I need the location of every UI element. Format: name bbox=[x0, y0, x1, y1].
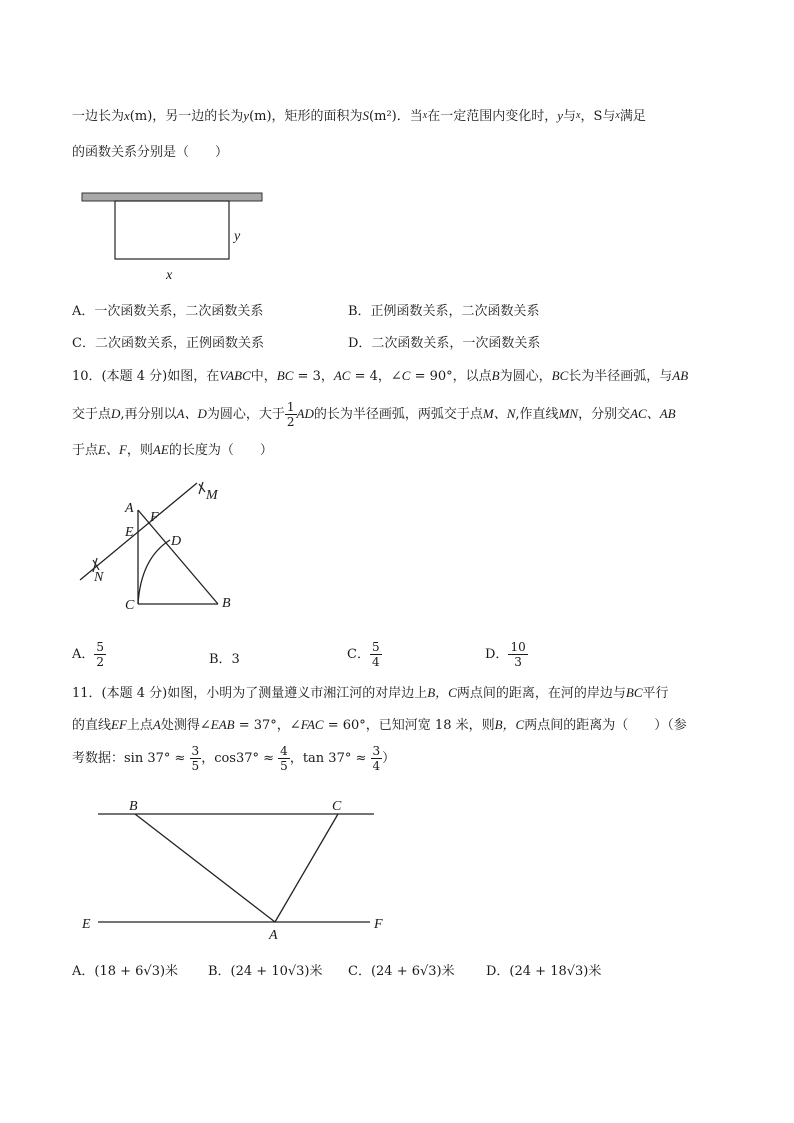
q9-text: ，S与 bbox=[580, 109, 616, 124]
q11-var: A bbox=[152, 717, 161, 732]
q10-half-fraction bbox=[285, 400, 297, 429]
q11-text: 11．(本题 4 分)如图，小明为了测量遵义市湘江河的对岸边上 bbox=[72, 686, 428, 701]
q11-option-c[interactable]: C．(24 + 6√3)米 bbox=[348, 964, 455, 979]
q9-text: 在一定范围内变化时， bbox=[427, 109, 558, 124]
q10-var: C bbox=[401, 368, 411, 383]
q9-var: x bbox=[422, 110, 428, 121]
q11-text: ，tan 37° ≈ bbox=[289, 751, 371, 766]
q9-var: x bbox=[124, 108, 130, 123]
label-f: F bbox=[374, 917, 383, 932]
q10-line-3 bbox=[72, 440, 273, 461]
option-fraction bbox=[508, 640, 527, 669]
q9-var: x bbox=[615, 110, 620, 121]
label-b: B bbox=[129, 799, 138, 814]
fraction-denominator: 4 bbox=[371, 655, 380, 669]
q9-text: 一边长为 bbox=[72, 109, 125, 124]
label-e: E bbox=[82, 917, 91, 932]
q10-triangle-figure bbox=[75, 478, 245, 618]
q9-text: (m²)．当 bbox=[369, 109, 423, 124]
option-prefix: A． bbox=[72, 647, 95, 662]
q10-text: 长为半径画弧，与 bbox=[568, 369, 673, 384]
q10-text: 为圆心，大于 bbox=[206, 407, 285, 422]
q11-text: 的直线 bbox=[72, 718, 112, 733]
q11-text: = 37°，∠ bbox=[234, 718, 301, 733]
q10-text: = 90°，以点 bbox=[410, 369, 492, 384]
q10-text: 中， bbox=[250, 369, 277, 384]
q10-var: M、N bbox=[482, 406, 516, 421]
q10-text: = 3， bbox=[293, 369, 334, 384]
q10-option-d[interactable] bbox=[485, 640, 528, 669]
q9-var: y bbox=[243, 108, 250, 123]
option-fraction bbox=[94, 640, 106, 669]
q11-river-figure bbox=[78, 795, 398, 945]
q11-option-b[interactable]: B．(24 + 10√3)米 bbox=[208, 964, 323, 979]
q11-var: BC bbox=[625, 685, 643, 700]
q11-text: 两点间的距离为（ ）（参 bbox=[524, 718, 687, 733]
q11-text: ，cos37° ≈ bbox=[201, 751, 279, 766]
q10-line-2 bbox=[72, 400, 676, 429]
arc-mark-m bbox=[199, 482, 205, 494]
q9-var: x bbox=[576, 110, 581, 121]
label-c: C bbox=[125, 598, 135, 613]
segment-ac bbox=[275, 814, 338, 922]
fraction-numerator: 5 bbox=[371, 640, 380, 654]
option-fraction bbox=[370, 640, 382, 669]
q11-text: ） bbox=[382, 751, 396, 766]
q10-text: 10．(本题 4 分)如图，在 bbox=[72, 369, 220, 384]
q10-var: MN bbox=[558, 406, 579, 421]
wall-bar bbox=[82, 193, 262, 201]
fraction-denominator: 5 bbox=[191, 759, 200, 773]
q9-text: (m)，矩形的面积为 bbox=[249, 109, 363, 124]
q11-line-2 bbox=[72, 715, 687, 736]
q10-var: BC bbox=[276, 368, 294, 383]
fraction-denominator: 4 bbox=[372, 759, 381, 773]
q11-line-3 bbox=[72, 744, 395, 773]
q10-text: ,再分别以 bbox=[120, 407, 177, 422]
q9-text: 满足 bbox=[619, 109, 646, 124]
q9-var: S bbox=[362, 108, 370, 123]
q10-text: 交于点 bbox=[72, 407, 112, 422]
option-prefix: D． bbox=[485, 647, 509, 662]
q10-var: AC、AB bbox=[630, 406, 676, 421]
q10-var: D bbox=[111, 406, 121, 421]
arc-bc bbox=[138, 540, 170, 604]
q10-var: AE bbox=[152, 442, 169, 457]
q10-var: AB bbox=[672, 368, 689, 383]
q9-text: 与 bbox=[562, 109, 576, 124]
q10-var: AC bbox=[333, 368, 351, 383]
q9-option-a[interactable]: A．一次函数关系，二次函数关系 bbox=[72, 304, 264, 319]
q9-line-2: 的函数关系分别是（ ） bbox=[72, 145, 229, 160]
q10-text: ，分别交 bbox=[578, 407, 631, 422]
q10-text: ,作直线 bbox=[515, 407, 559, 422]
q11-var: B，C bbox=[427, 685, 457, 700]
fraction-denominator: 2 bbox=[96, 655, 105, 669]
q11-line-1 bbox=[72, 683, 669, 704]
q11-text: 考数据：sin 37° ≈ bbox=[72, 751, 190, 766]
q10-option-b[interactable] bbox=[209, 648, 240, 667]
q10-line-1 bbox=[72, 366, 688, 387]
option-prefix: C． bbox=[347, 647, 370, 662]
label-m: M bbox=[206, 488, 218, 503]
fraction-denominator: 2 bbox=[286, 415, 295, 429]
label-x: x bbox=[166, 268, 173, 283]
q10-text: 于点 bbox=[72, 443, 99, 458]
q10-var: B bbox=[491, 368, 500, 383]
fraction-numerator: 10 bbox=[510, 640, 526, 654]
q10-text: = 4，∠ bbox=[350, 369, 402, 384]
q11-text: 上点 bbox=[126, 718, 153, 733]
label-y: y bbox=[234, 229, 241, 244]
fraction-numerator: 3 bbox=[372, 744, 381, 758]
q9-line-1 bbox=[72, 106, 646, 127]
fraction-numerator: 3 bbox=[191, 744, 200, 758]
label-c: C bbox=[332, 799, 342, 814]
q10-var: BC bbox=[551, 368, 569, 383]
q10-option-a[interactable] bbox=[72, 640, 106, 669]
fraction-numerator: 5 bbox=[96, 640, 105, 654]
q9-text: (m)，另一边的长为 bbox=[129, 109, 244, 124]
q11-var: EF bbox=[111, 717, 127, 732]
q9-var: y bbox=[557, 108, 563, 123]
q10-text: ，则 bbox=[126, 443, 153, 458]
q10-option-c[interactable] bbox=[347, 640, 382, 669]
label-d: D bbox=[171, 534, 182, 549]
q9-option-c[interactable]: C．二次函数关系，正例函数关系 bbox=[72, 336, 264, 351]
q11-text: 处测得∠ bbox=[160, 718, 211, 733]
q10-var: VABC bbox=[219, 368, 251, 383]
q11-var: FAC bbox=[300, 717, 324, 732]
q9-option-b[interactable]: B．正例函数关系，二次函数关系 bbox=[348, 304, 540, 319]
q10-text: 为圆心， bbox=[499, 369, 552, 384]
label-a: A bbox=[125, 501, 134, 516]
q10-var: AD bbox=[296, 406, 314, 421]
q9-rectangle-figure bbox=[70, 185, 280, 285]
tan-fraction bbox=[371, 744, 383, 773]
q11-var: B，C bbox=[494, 717, 525, 732]
sin-fraction bbox=[190, 744, 202, 773]
fraction-numerator: 4 bbox=[280, 744, 288, 758]
q9-option-d[interactable]: D．二次函数关系，一次函数关系 bbox=[348, 336, 541, 351]
q11-option-a[interactable]: A．(18 + 6√3)米 bbox=[72, 964, 179, 979]
rectangle bbox=[115, 201, 229, 259]
fraction-denominator: 5 bbox=[280, 759, 288, 773]
q11-text: = 60°，已知河宽 18 米，则 bbox=[323, 718, 495, 733]
q11-var: EAB bbox=[210, 717, 235, 732]
cos-fraction bbox=[278, 744, 290, 773]
q11-text: 平行 bbox=[642, 686, 669, 701]
q11-option-d[interactable]: D．(24 + 18√3)米 bbox=[486, 964, 602, 979]
segment-ab bbox=[135, 814, 275, 922]
fraction-denominator: 3 bbox=[514, 655, 522, 669]
q10-var: E、F bbox=[98, 442, 127, 457]
q11-text: 两点间的距离，在河的岸边与 bbox=[456, 686, 626, 701]
label-b: B bbox=[222, 596, 231, 611]
label-e: E bbox=[125, 525, 134, 540]
fraction-numerator: 1 bbox=[286, 400, 295, 414]
q10-text: 的长为半径画弧，两弧交于点 bbox=[313, 407, 483, 422]
label-a: A bbox=[269, 928, 278, 943]
label-f: F bbox=[150, 510, 159, 525]
label-n: N bbox=[94, 570, 104, 585]
q10-text: 的长度为（ ） bbox=[168, 443, 273, 458]
option-prefix: B．3 bbox=[209, 652, 240, 667]
q10-var: A、D bbox=[176, 406, 207, 421]
